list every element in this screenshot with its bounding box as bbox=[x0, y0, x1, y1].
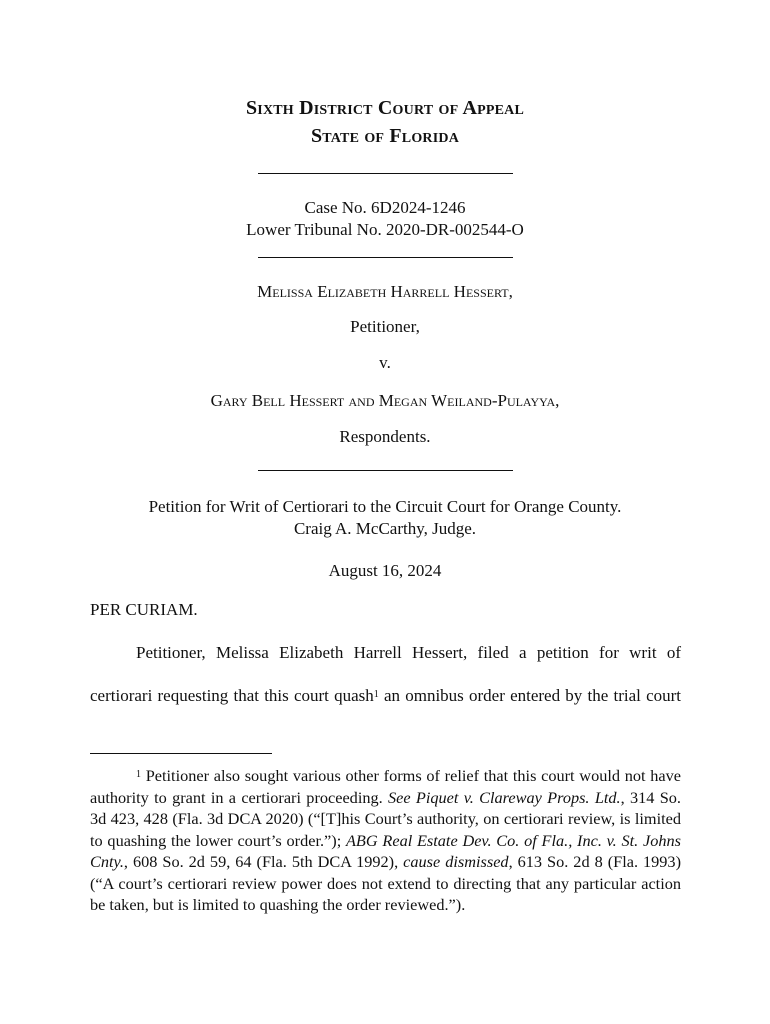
decision-date: August 16, 2024 bbox=[328, 561, 442, 580]
opinion-text: an omnibus order entered by the trial court bbox=[378, 686, 681, 705]
state-heading: State of Florida bbox=[310, 125, 460, 147]
per-curiam-heading: PER CURIAM. bbox=[90, 600, 198, 619]
versus-text: v. bbox=[379, 353, 391, 372]
footnote-text: Petitioner also sought various other forms of relief that this court would not have authority to grant in a certiorari proceeding. bbox=[90, 766, 681, 807]
court-name-heading: Sixth District Court of Appeal bbox=[245, 97, 524, 119]
opinion-paragraph-line: Petitioner, Melissa Elizabeth Harrell Hessert, filed a petition for writ of bbox=[136, 643, 681, 662]
petitioner-role: Petitioner, bbox=[350, 317, 420, 336]
case-history: cause dismissed bbox=[403, 852, 509, 871]
case-citation: See Piquet v. Clareway Props. Ltd. bbox=[388, 787, 621, 807]
footnote-1 bbox=[90, 765, 681, 916]
separator-rule bbox=[258, 470, 513, 471]
petition-description: Petition for Writ of Certiorari to the Circuit Court for Orange County. bbox=[148, 497, 622, 516]
separator-rule bbox=[258, 173, 513, 174]
case-number: Case No. 6D2024-1246 bbox=[304, 198, 466, 217]
footnote-number: 1 bbox=[136, 769, 141, 780]
case-citation: ABG Real Estate Dev. Co. of Fla., Inc. v. St. Johns Cnty. bbox=[90, 830, 681, 871]
opinion-paragraph-line bbox=[90, 685, 681, 707]
respondents-role: Respondents. bbox=[339, 427, 431, 446]
footnote-separator bbox=[90, 753, 272, 754]
opinion-text: certiorari requesting that this court quash bbox=[90, 686, 374, 705]
respondents-names: Gary Bell Hessert and Megan Weiland-Pulayya, bbox=[210, 391, 560, 410]
lower-tribunal-number: Lower Tribunal No. 2020-DR-002544-O bbox=[246, 220, 524, 239]
judge-line: Craig A. McCarthy, Judge. bbox=[293, 519, 477, 538]
petitioner-name: Melissa Elizabeth Harrell Hessert, bbox=[257, 282, 513, 301]
footnote-text: , 608 So. 2d 59, 64 (Fla. 5th DCA 1992), bbox=[123, 852, 404, 871]
separator-rule bbox=[258, 257, 513, 258]
footnote-text: , 314 So. 3d 423, 428 (Fla. 3d DCA 2020) (“[T]his Court’s authority, on certiorari review, is limited to quashing the lower court’s order.”); bbox=[90, 787, 681, 850]
footnote-reference[interactable]: 1 bbox=[373, 689, 379, 700]
footnote-text: , 613 So. 2d 8 (Fla. 1993) (“A court’s certiorari review power does not extend to directing that any particular action be taken, but is limited to quashing the order reviewed.”). bbox=[90, 852, 681, 914]
